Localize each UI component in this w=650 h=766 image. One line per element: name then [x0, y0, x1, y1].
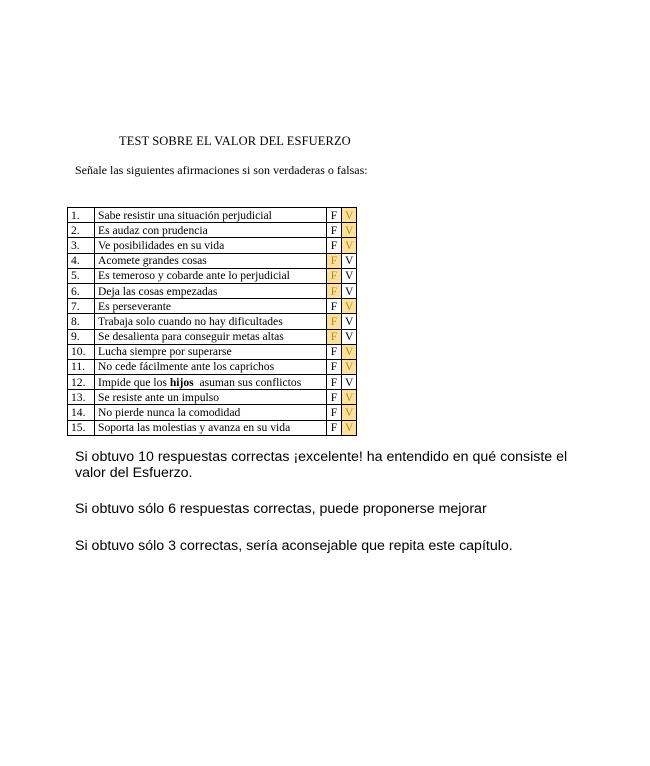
answer-false: F [327, 314, 342, 329]
question-statement: Se resiste ante un impulso [95, 390, 327, 405]
question-row [68, 359, 357, 374]
question-statement: Lucha siempre por superarse [95, 344, 327, 359]
answer-false: F [327, 329, 342, 344]
question-row [68, 405, 357, 420]
question-number: 7. [68, 299, 95, 314]
question-statement: Trabaja solo cuando no hay dificultades [95, 314, 327, 329]
question-statement: Deja las cosas empezadas [95, 283, 327, 298]
result-repeat: Si obtuvo sólo 3 correctas, sería aconsejable que repita este capítulo. [75, 538, 513, 554]
answer-true: V [342, 405, 357, 420]
answer-false: F [327, 344, 342, 359]
answer-true: V [342, 253, 357, 268]
result-excellent: Si obtuvo 10 respuestas correctas ¡excelente! ha entendido en qué consiste el valor del Esfuerzo. [75, 449, 568, 481]
question-row [68, 238, 357, 253]
question-number: 14. [68, 405, 95, 420]
answer-true: V [342, 299, 357, 314]
question-statement: Soporta las molestias y avanza en su vida [95, 420, 327, 435]
test-title: TEST SOBRE EL VALOR DEL ESFUERZO [119, 134, 351, 148]
answer-true: V [342, 268, 357, 283]
answer-false: F [327, 268, 342, 283]
answer-false: F [327, 420, 342, 435]
question-row [68, 314, 357, 329]
question-row [68, 223, 357, 238]
question-row [68, 390, 357, 405]
question-number: 3. [68, 238, 95, 253]
question-row [68, 344, 357, 359]
answer-true: V [342, 390, 357, 405]
question-row [68, 283, 357, 298]
answer-true: V [342, 283, 357, 298]
question-number: 8. [68, 314, 95, 329]
question-number: 15. [68, 420, 95, 435]
answer-true: V [342, 223, 357, 238]
answer-true: V [342, 420, 357, 435]
question-statement: Es perseverante [95, 299, 327, 314]
answer-true: V [342, 314, 357, 329]
question-row [68, 208, 357, 223]
answer-false: F [327, 208, 342, 223]
answer-false: F [327, 359, 342, 374]
answer-true: V [342, 238, 357, 253]
answer-false: F [327, 405, 342, 420]
answer-true: V [342, 344, 357, 359]
question-number: 4. [68, 253, 95, 268]
question-statement [95, 375, 327, 390]
question-number: 9. [68, 329, 95, 344]
question-number: 11. [68, 359, 95, 374]
question-statement: No cede fácilmente ante los caprichos [95, 359, 327, 374]
question-number: 13. [68, 390, 95, 405]
test-instruction: Señale las siguientes afirmaciones si son verdaderas o falsas: [75, 163, 368, 177]
answer-false: F [327, 223, 342, 238]
question-statement: Sabe resistir una situación perjudicial [95, 208, 327, 223]
question-row [68, 299, 357, 314]
question-number: 2. [68, 223, 95, 238]
answer-true: V [342, 329, 357, 344]
question-number: 6. [68, 283, 95, 298]
answer-true: V [342, 375, 357, 390]
question-row [68, 420, 357, 435]
question-number: 10. [68, 344, 95, 359]
answer-false: F [327, 238, 342, 253]
result-improve: Si obtuvo sólo 6 respuestas correctas, puede proponerse mejorar [75, 501, 487, 517]
answer-false: F [327, 253, 342, 268]
question-row [68, 329, 357, 344]
question-statement: Es audaz con prudencia [95, 223, 327, 238]
answer-false: F [327, 283, 342, 298]
question-row [68, 253, 357, 268]
question-statement: Se desalienta para conseguir metas altas [95, 329, 327, 344]
question-row [68, 268, 357, 283]
question-statement: Acomete grandes cosas [95, 253, 327, 268]
question-statement: Es temeroso y cobarde ante lo perjudicial [95, 268, 327, 283]
question-statement: Ve posibilidades en su vida [95, 238, 327, 253]
results-section [75, 449, 595, 554]
answer-true: V [342, 359, 357, 374]
answer-true: V [342, 208, 357, 223]
question-number: 1. [68, 208, 95, 223]
question-statement: No pierde nunca la comodidad [95, 405, 327, 420]
statement-bold-word: hijos [169, 375, 194, 389]
answer-false: F [327, 390, 342, 405]
question-row [68, 375, 357, 390]
question-number: 12. [68, 375, 95, 390]
answer-false: F [327, 299, 342, 314]
questions-table [67, 207, 357, 436]
question-number: 5. [68, 268, 95, 283]
statement-part: asuman sus conflictos [193, 375, 302, 389]
statement-part: Impide que los [98, 375, 170, 389]
answer-false: F [327, 375, 342, 390]
